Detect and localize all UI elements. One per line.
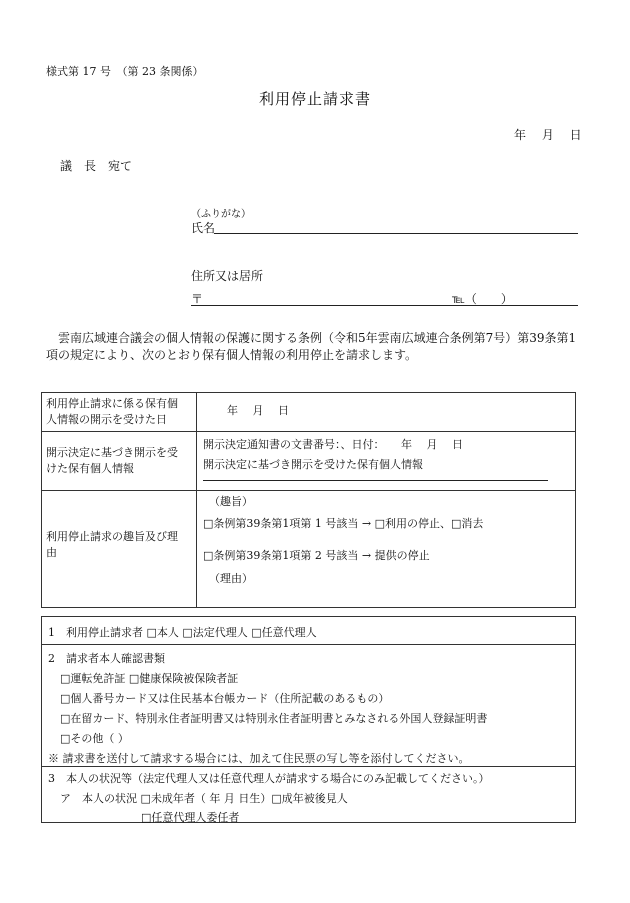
- id-doc-option-4[interactable]: □その他（ ）: [60, 732, 129, 745]
- body-text-line1: 雲南広域連合議会の個人情報の保護に関する条例（令和5年雲南広域連合条例第7号）第39条第1: [58, 331, 577, 345]
- row2-value-cell[interactable]: [197, 432, 576, 491]
- row2-label-cell: [42, 432, 197, 491]
- requester-type[interactable]: 1 利用停止請求者 □本人 □法定代理人 □任意代理人: [48, 626, 317, 639]
- id-documents-heading: 2 請求者本人確認書類: [48, 652, 165, 665]
- addressee: 議 長 宛て: [60, 159, 133, 173]
- principal-status-heading: 3 本人の状況等（法定代理人又は任意代理人が請求する場合にのみ記載してください。）: [48, 772, 490, 785]
- row3-label-line2: 由: [46, 546, 57, 559]
- row3-value-cell[interactable]: [197, 491, 576, 608]
- divider: [42, 644, 575, 645]
- row1-label-line2: 人情報の開示を受けた日: [46, 413, 167, 426]
- address-field[interactable]: [191, 305, 578, 306]
- id-doc-option-1[interactable]: □運転免許証 □健康保険被保険者証: [60, 672, 239, 685]
- form-number: 様式第 17 号 （第 23 条関係）: [46, 65, 204, 78]
- address-label: 住所又は居所: [191, 269, 264, 283]
- disclosed-info-field[interactable]: [203, 480, 548, 481]
- row2-label-line2: けた保有個人情報: [46, 462, 134, 475]
- purpose-option-1[interactable]: □条例第39条第1項第 1 号該当 → □利用の停止、□消去: [203, 517, 484, 530]
- disclosure-date: 年 月 日: [227, 404, 289, 417]
- row2-label-line1: 開示決定に基づき開示を受: [46, 446, 178, 459]
- postal-mark: 〒: [191, 292, 204, 306]
- page-title: 利用停止請求書: [259, 90, 372, 108]
- divider: [42, 766, 575, 767]
- table-row: [42, 491, 576, 608]
- row3-label-cell: [42, 491, 197, 608]
- purpose-heading: （趣旨）: [209, 495, 253, 508]
- id-doc-option-3[interactable]: □在留カード、特別永住者証明書又は特別永住者証明書とみなされる外国人登録証明書: [60, 712, 488, 725]
- furigana-label: （ふりがな）: [191, 209, 251, 220]
- id-doc-option-2[interactable]: □個人番号カード又は住民基本台帳カード（住所記載のあるもの）: [60, 692, 390, 705]
- principal-status-option-proxy[interactable]: □任意代理人委任者: [141, 811, 240, 824]
- tel-label: ℡（ ）: [452, 292, 513, 306]
- body-text-line2: 項の規定により、次のとおり保有個人情報の利用停止を請求します。: [46, 348, 418, 362]
- principal-status-options[interactable]: ア 本人の状況 □未成年者（ 年 月 日生）□成年被後見人: [60, 792, 348, 805]
- row3-label-line1: 利用停止請求の趣旨及び理: [46, 530, 178, 543]
- row1-label-line1: 利用停止請求に係る保有個: [46, 397, 178, 410]
- name-field[interactable]: [214, 233, 578, 234]
- purpose-option-2[interactable]: □条例第39条第1項第 2 号該当 → 提供の停止: [203, 549, 430, 562]
- requester-info-box: [41, 616, 576, 823]
- date-line: 年 月 日: [514, 128, 582, 142]
- notice-document-number: 開示決定通知書の文書番号：、日付： 年 月 日: [203, 438, 463, 451]
- row1-label-cell: [42, 393, 197, 432]
- id-doc-note: ※ 請求書を送付して請求する場合には、加えて住民票の写し等を添付してください。: [48, 752, 470, 765]
- table-row: [42, 432, 576, 491]
- request-detail-table: [41, 392, 576, 608]
- name-label: 氏名: [191, 221, 216, 235]
- table-row: [42, 393, 576, 432]
- reason-heading: （理由）: [209, 572, 253, 585]
- disclosed-info-label: 開示決定に基づき開示を受けた保有個人情報: [203, 458, 423, 471]
- row1-value-cell[interactable]: [197, 393, 576, 432]
